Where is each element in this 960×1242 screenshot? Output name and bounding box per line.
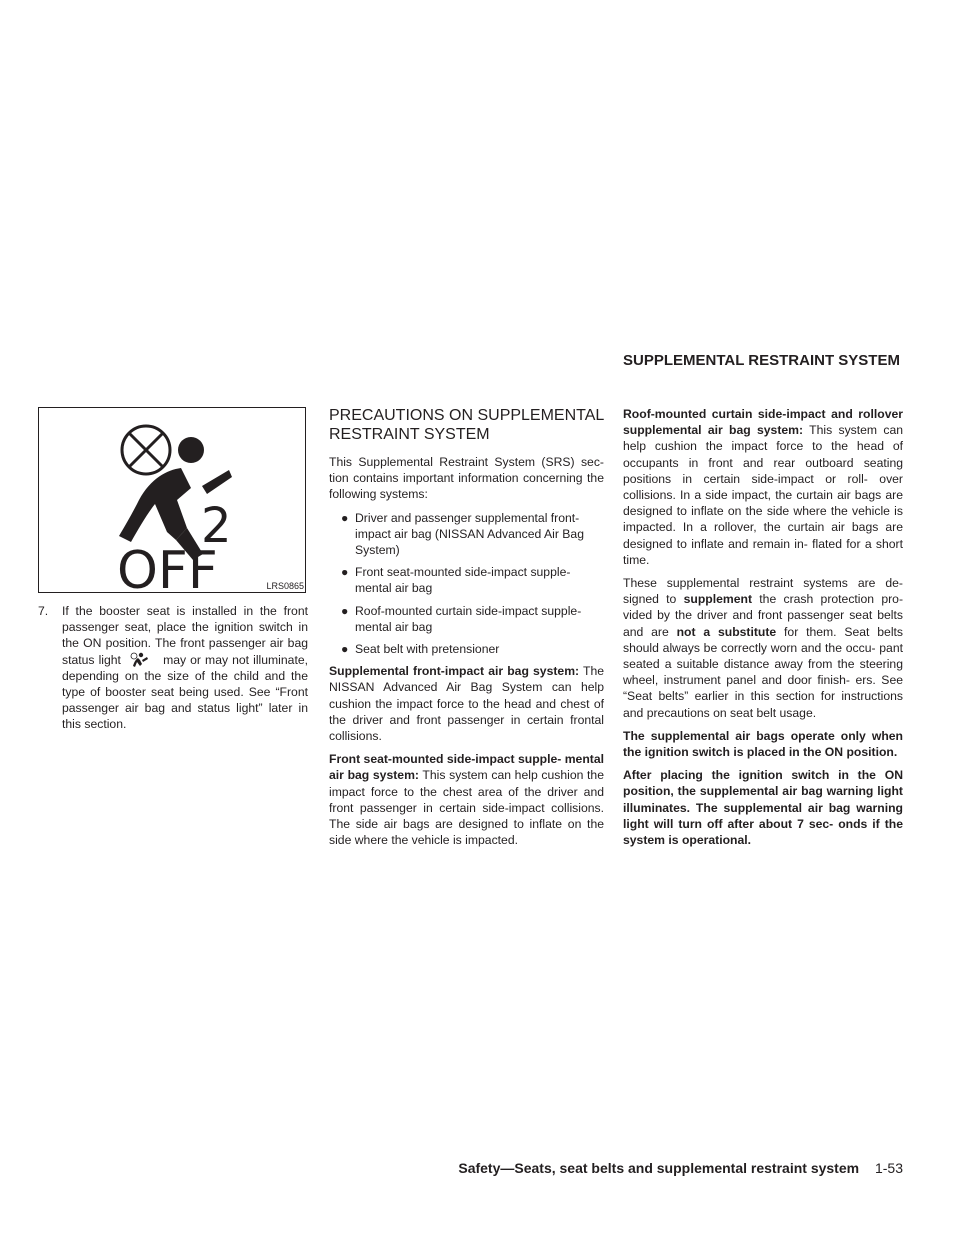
front-impact-text: The NISSAN Advanced Air Bag System can help cushion the impact force to the head and chest of the driver and front passenger in certain frontal collisions. xyxy=(329,664,605,744)
bullet-icon: ● xyxy=(341,642,349,657)
item-text-part1: If the booster seat is installed in the front passenger seat, place the ignition switch in the ON position. The front passenger air bag status light xyxy=(62,604,308,667)
list-item xyxy=(341,564,604,596)
section-heading: SUPPLEMENTAL RESTRAINT SYSTEM xyxy=(623,352,900,369)
supplement-text-2: the crash protection pro- vided by the driver and front passenger seat belts and are xyxy=(623,592,903,639)
bullet-icon: ● xyxy=(341,565,349,580)
airbag-off-figure xyxy=(38,407,306,593)
bullet-icon: ● xyxy=(341,510,349,525)
figure-code: LRS0865 xyxy=(266,581,304,591)
icon-digit: 2 xyxy=(201,498,232,554)
intro-paragraph: This Supplemental Restraint System (SRS) sec- tion contains important information concerning the following systems: xyxy=(329,455,604,502)
systems-list xyxy=(329,510,604,658)
list-item xyxy=(341,641,604,657)
list-item xyxy=(341,510,604,559)
curtain-paragraph xyxy=(623,406,903,568)
page-footer xyxy=(400,1160,903,1177)
bullet-text: Roof-mounted curtain side-impact supple- mental air bag xyxy=(355,603,582,634)
middle-column xyxy=(329,406,604,855)
list-item-7 xyxy=(38,603,308,733)
supplement-text-1: These supplemental restraint systems are de- signed to xyxy=(623,576,903,607)
supplement-bold-1: supplement xyxy=(683,592,753,607)
front-impact-paragraph xyxy=(329,663,604,744)
supplement-bold-2: not a substitute xyxy=(676,624,777,639)
side-impact-text: This system can help cushion the impact force to the chest area of the driver and front passenger in certain side-impact collisions. The side air bags are designed to inflate on the side where the vehicle is impacted. xyxy=(329,768,604,848)
passenger-airbag-off-icon xyxy=(39,408,305,592)
supplement-paragraph xyxy=(623,575,903,721)
operation-warning: The supplemental air bags operate only when the ignition switch is placed in the ON position. xyxy=(623,728,903,760)
chapter-title: Safety—Seats, seat belts and supplemental restraint system xyxy=(458,1160,860,1176)
curtain-text: This system can help cushion the impact force to the head of occupants in front and rear outboard seating positions in certain side-impact or roll- over collisions. In a side impact, the curtain air bags are designed to inflate on the side where the vehicle is impacted. In a rollover, the curtain air bags are designed to inflate and remain in- flated for a short time. xyxy=(623,423,904,567)
curtain-title: Roof-mounted curtain side-impact and rollover supplemental air bag system: xyxy=(623,407,903,438)
airbag-status-icon xyxy=(129,652,151,668)
left-column xyxy=(38,603,308,733)
item-number: 7. xyxy=(38,604,49,618)
precautions-heading: PRECAUTIONS ON SUPPLEMENTAL RESTRAINT SYSTEM xyxy=(329,407,604,443)
bullet-text: Seat belt with pretensioner xyxy=(355,642,500,657)
list-item xyxy=(341,603,604,635)
bullet-text: Driver and passenger supplemental front- impact air bag (NISSAN Advanced Air Bag System) xyxy=(355,510,584,558)
front-impact-title: Supplemental front-impact air bag system: xyxy=(329,664,580,679)
page-number: 1-53 xyxy=(874,1160,903,1176)
warning-light-note: After placing the ignition switch in the ON position, the supplemental air bag warning light illuminates. The supplemental air bag warning light will turn off after about 7 sec- onds if the system is operational. xyxy=(623,768,903,848)
item-text-part2: may or may not illuminate, depending on the size of the child and the type of booster seat being used. See “Front passenger air bag and status light” later in this section. xyxy=(62,652,308,732)
bullet-icon: ● xyxy=(341,603,349,618)
bullet-text: Front seat-mounted side-impact supple- mental air bag xyxy=(355,565,571,596)
supplement-text-3: for them. Seat belts should always be correctly worn and the occu- pant seated a suitable distance away from the steering wheel, instrument panel and door finish- ers. See “Seat belts” earlier in this section for instructions and precautions on seat belt usage. xyxy=(623,624,904,720)
side-impact-paragraph xyxy=(329,751,604,848)
side-impact-title: Front seat-mounted side-impact supple- mental air bag system: xyxy=(329,752,604,783)
icon-off-text: OFF xyxy=(117,541,218,592)
right-column xyxy=(623,406,903,855)
